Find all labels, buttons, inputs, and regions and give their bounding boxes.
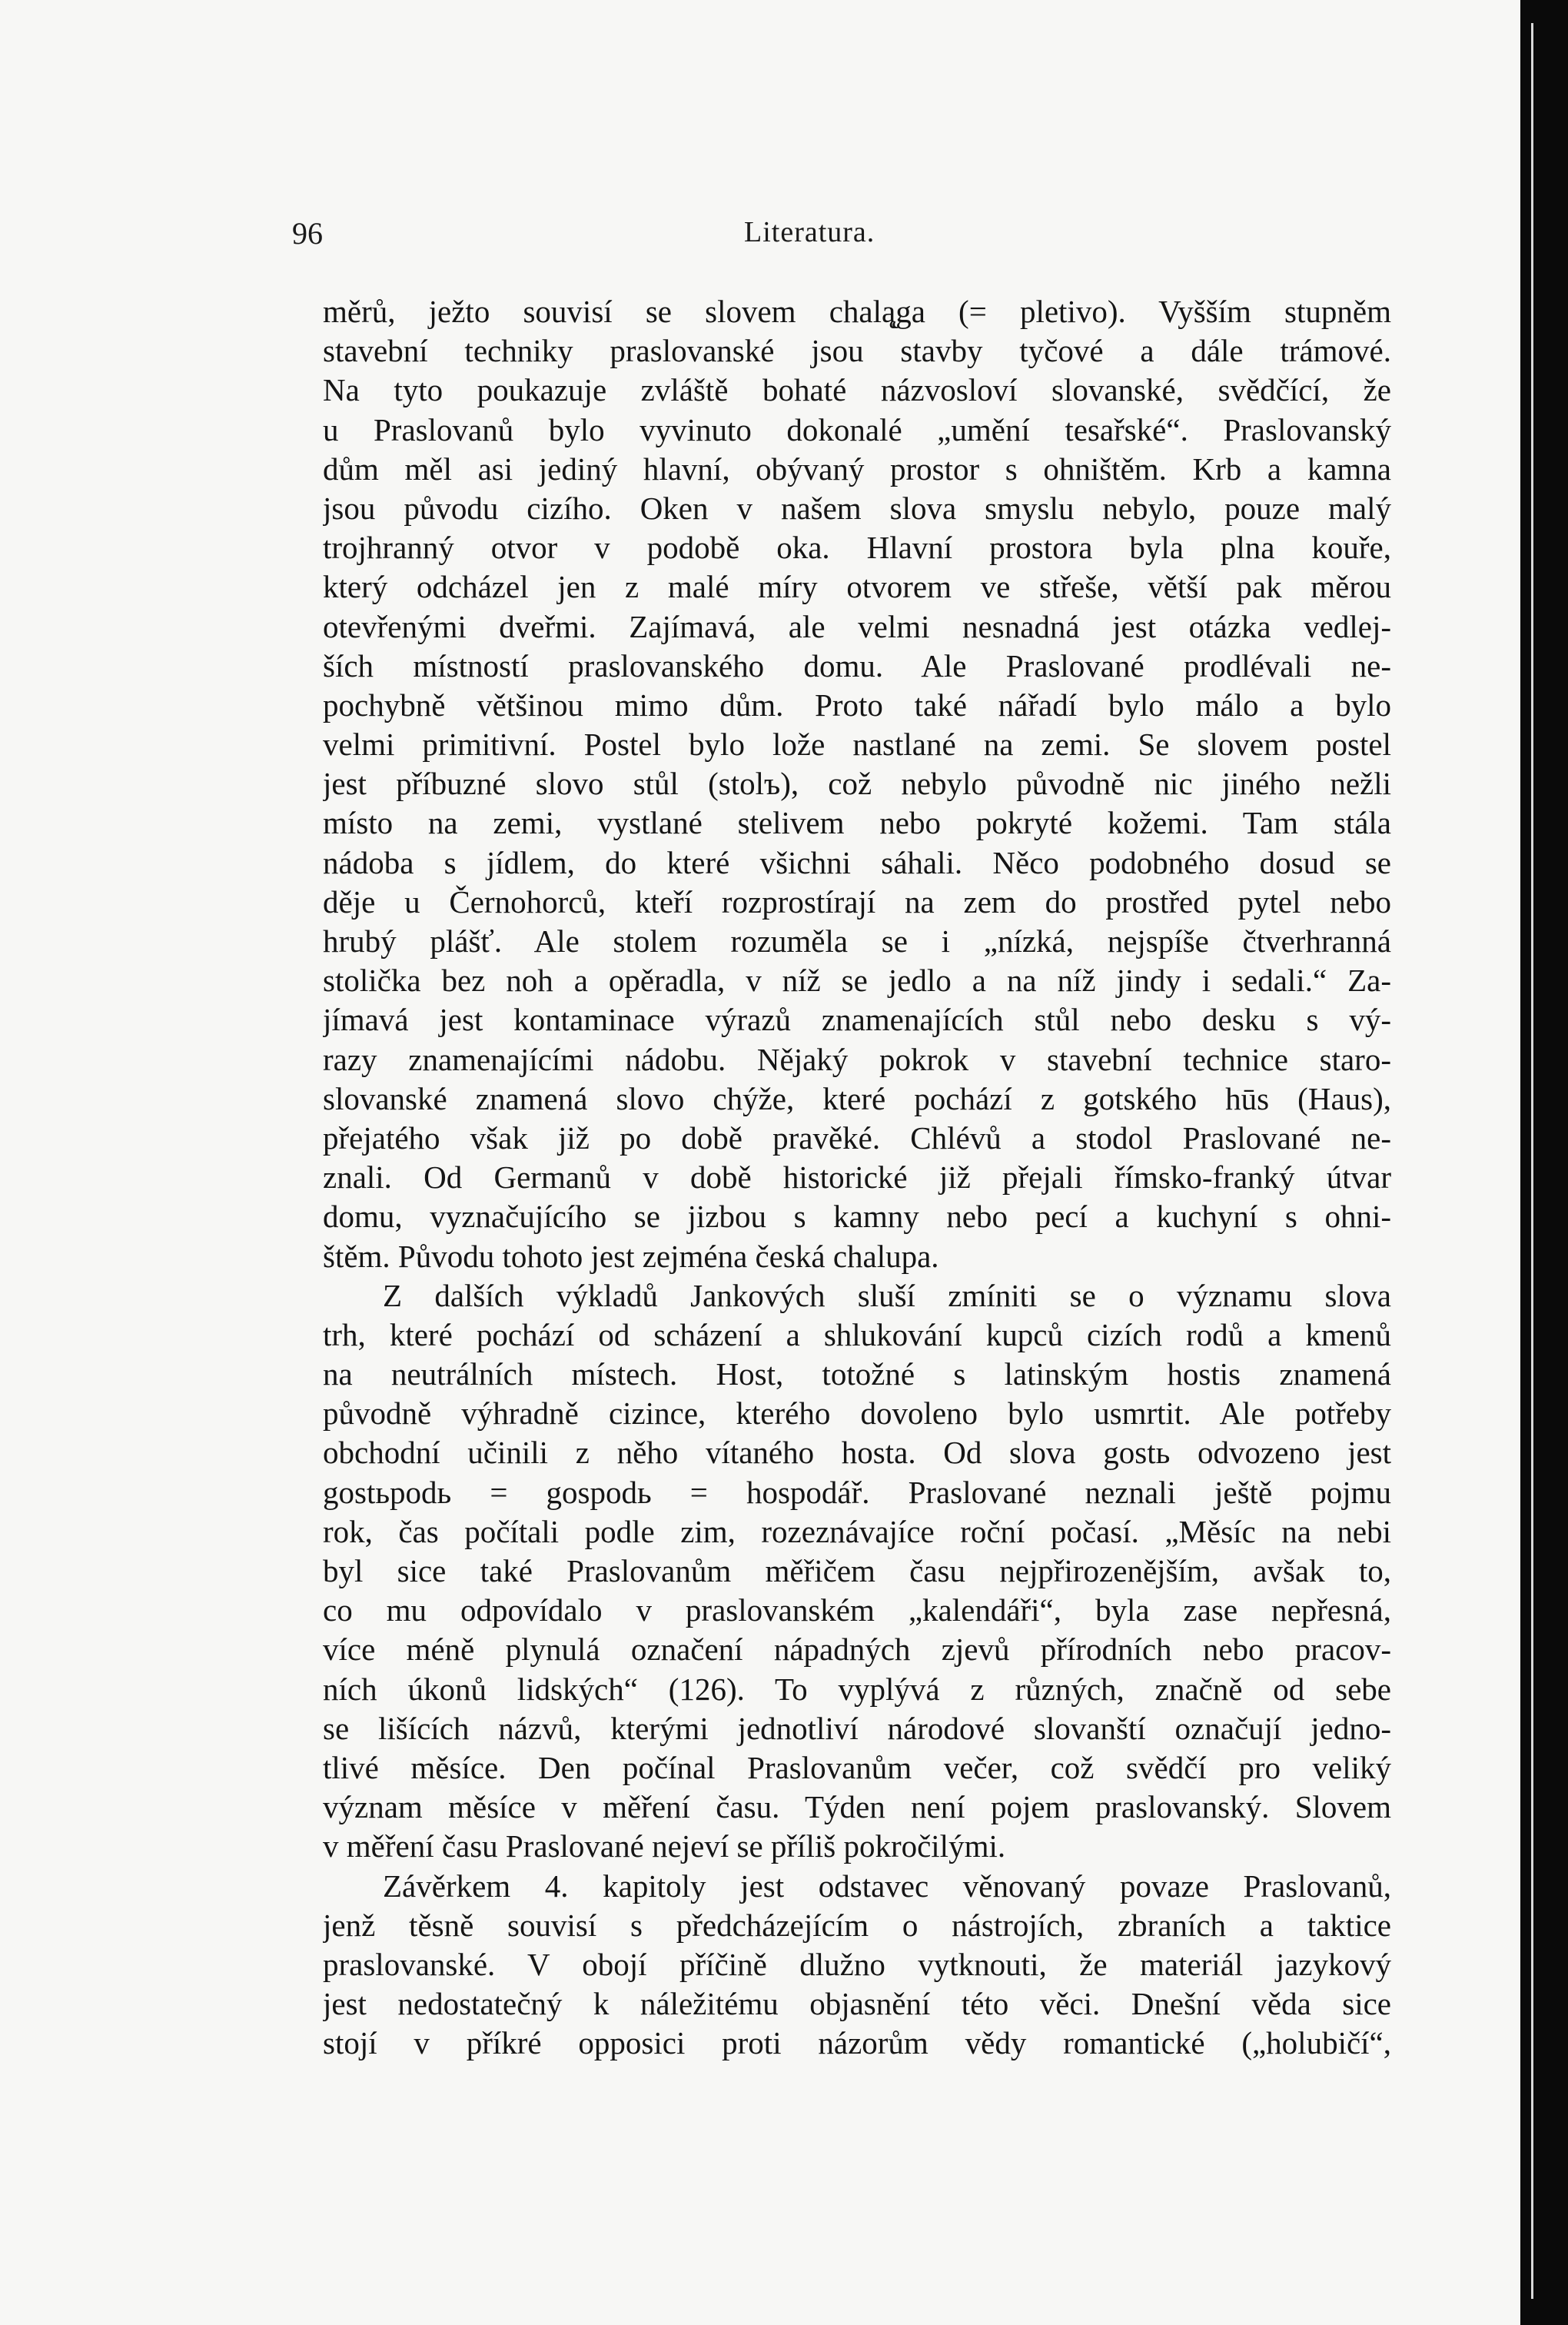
text-line: gostьpodь = gospodь = hospodář. Praslované neznali ještě pojmu: [323, 1474, 1391, 1510]
text-line: otevřenými dveřmi. Zajímavá, ale velmi nesnadná jest otázka vedlej-: [323, 608, 1391, 644]
text-line: měrů, ježto souvisí se slovem chalą̨ga (= pletivo). Vyšším stupněm: [323, 294, 1391, 329]
text-line: jenž těsně souvisí s předcházejícím o nástrojích, zbraních a taktice: [323, 1907, 1391, 1943]
text-line: jest příbuzné slovo stůl (stolъ), což nebylo původně nic jiného nežli: [323, 766, 1391, 802]
text-line: byl sice také Praslovanům měřičem času nejpřirozenějším, avšak to,: [323, 1553, 1391, 1588]
text-line: co mu odpovídalo v praslovanském „kalendáři“, byla zase nepřesná,: [323, 1592, 1391, 1628]
text-line: stavební techniky praslovanské jsou stavby tyčové a dále trámové.: [323, 333, 1391, 369]
text-line: ších místností praslovanského domu. Ale Praslované prodlévali ne-: [323, 647, 1391, 684]
text-line: domu, vyznačujícího se jizbou s kamny nebo pecí a kuchyní s ohni-: [323, 1199, 1391, 1235]
text-line: slovanské znamená slovo chýže, které pochází z gotského hūs (Haus),: [323, 1080, 1391, 1116]
text-line: na neutrálních místech. Host, totožné s latinským hostis znamená: [323, 1356, 1391, 1392]
text-line: Z dalších výkladů Jankových sluší zmíniti se o významu slova: [383, 1277, 1391, 1313]
text-line: rok, čas počítali podle zim, rozeznávajíce roční počasí. „Měsíc na nebi: [323, 1513, 1391, 1549]
text-line: původně výhradně cizince, kterého dovoleno bylo usmrtit. Ale potřeby: [323, 1395, 1391, 1432]
text-line: jsou původu cizího. Oken v našem slova smyslu nebylo, pouze malý: [323, 490, 1391, 526]
text-line: dům měl asi jediný hlavní, obývaný prostor s ohništěm. Krb a kamna: [323, 451, 1391, 487]
text-line: trh, které pochází od scházení a shlukování kupců cizích rodů a kmenů: [323, 1316, 1391, 1352]
text-line: praslovanské. V obojí příčině dlužno vytknouti, že materiál jazykový: [323, 1946, 1391, 1982]
text-line: stojí v příkré opposici proti názorům vědy romantické („holubičí“,: [323, 2025, 1391, 2061]
body-text: [323, 292, 1391, 2063]
text-line: hrubý plášť. Ale stolem rozuměla se i „nízká, nejspíše čtverhranná: [323, 923, 1391, 959]
text-line: se lišících názvů, kterými jednotliví národové slovanští označují jedno-: [323, 1710, 1391, 1746]
text-line: v měření času Praslované nejeví se příliš pokročilými.: [323, 1828, 1006, 1864]
page-number: 96: [292, 216, 323, 251]
text-line: velmi primitivní. Postel bylo lože nastlané na zemi. Se slovem postel: [323, 727, 1391, 763]
text-line: pochybně většinou mimo dům. Proto také nářadí bylo málo a bylo: [323, 687, 1391, 723]
scan-border: [1520, 0, 1568, 2325]
text-line: jest nedostatečný k náležitému objasnění této věci. Dnešní věda sice: [323, 1986, 1391, 2022]
text-line: přejatého však již po době pravěké. Chlévů a stodol Praslované ne-: [323, 1119, 1391, 1156]
text-line: razy znamenajícími nádobu. Nějaký pokrok v stavební technice staro-: [323, 1041, 1391, 1077]
text-line: který odcházel jen z malé míry otvorem ve střeše, větší pak měrou: [323, 569, 1391, 605]
text-line: místo na zemi, vystlané stelivem nebo pokryté kožemi. Tam stála: [323, 805, 1391, 841]
text-line: více méně plynulá označení nápadných zjevů přírodních nebo pracov-: [323, 1631, 1391, 1668]
running-title: Literatura.: [744, 216, 875, 248]
text-line: ních úkonů lidských“ (126). To vyplývá z různých, značně od sebe: [323, 1671, 1391, 1707]
text-line: význam měsíce v měření času. Týden není pojem praslovanský. Slovem: [323, 1789, 1391, 1825]
text-line: obchodní učinili z něho vítaného hosta. Od slova gostь odvozeno jest: [323, 1435, 1391, 1471]
text-line: znali. Od Germanů v době historické již přejali římsko-franký útvar: [323, 1159, 1391, 1196]
text-line: nádoba s jídlem, do které všichni sáhali. Něco podobného dosud se: [323, 844, 1391, 880]
text-line: stolička bez noh a opěradla, v níž se jedlo a na níž jindy i sedali.“ Za-: [323, 963, 1391, 999]
text-line: Závěrkem 4. kapitoly jest odstavec věnovaný povaze Praslovanů,: [383, 1868, 1391, 1904]
text-line: Na tyto poukazuje zvláště bohaté názvosloví slovanské, svědčící, že: [323, 372, 1391, 408]
text-line: děje u Černohorců, kteří rozprostírají na zem do prostřed pytel nebo: [323, 883, 1391, 920]
text-line: štěm. Původu tohoto jest zejména česká chalupa.: [323, 1238, 939, 1274]
text-line: tlivé měsíce. Den počínal Praslovanům večer, což svědčí pro veliký: [323, 1749, 1391, 1785]
text-line: trojhranný otvor v podobě oka. Hlavní prostora byla plna kouře,: [323, 530, 1391, 566]
text-line: jímavá jest kontaminace výrazů znamenajících stůl nebo desku s vý-: [323, 1002, 1391, 1038]
text-line: u Praslovanů bylo vyvinuto dokonalé „umění tesařské“. Praslovanský: [323, 411, 1391, 447]
scan-edge-line: [1531, 23, 1533, 2299]
